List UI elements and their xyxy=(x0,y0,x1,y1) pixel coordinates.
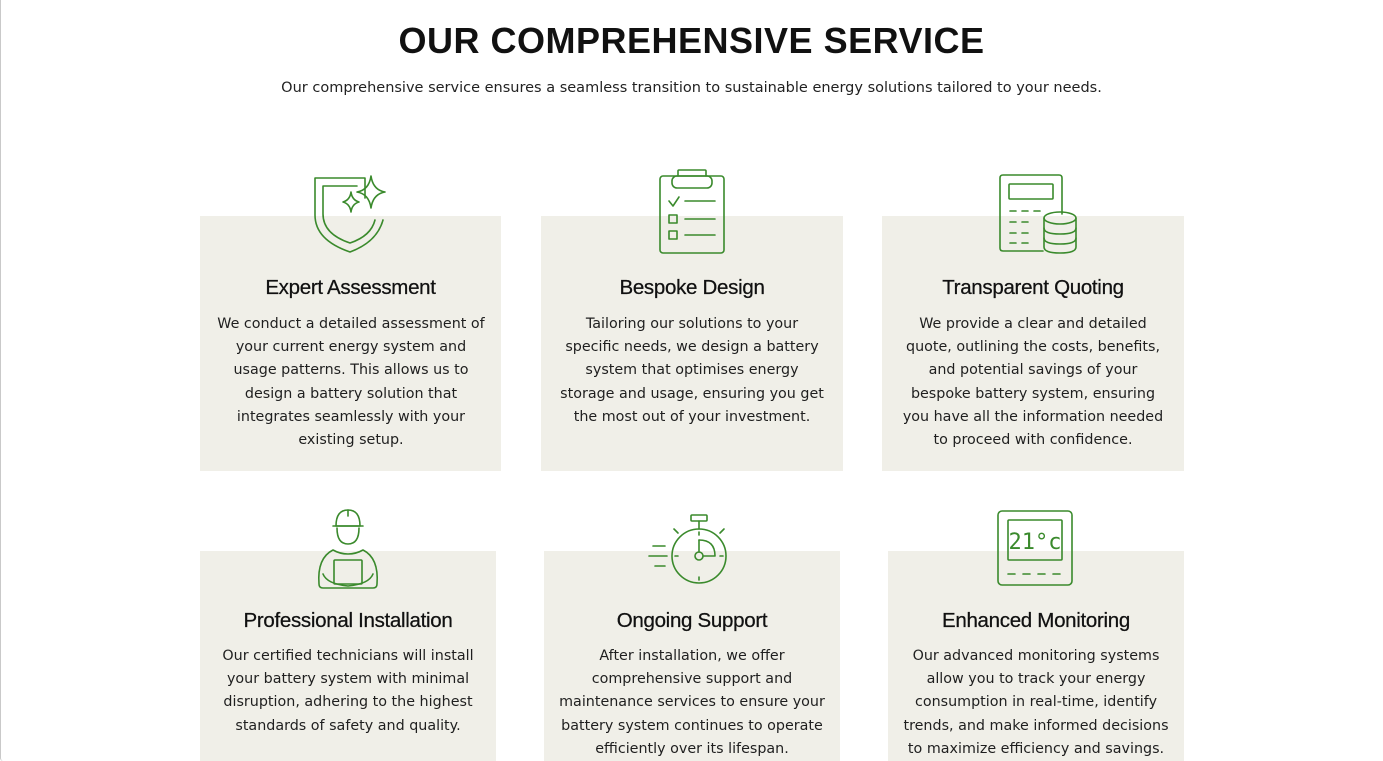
clipboard-checklist-icon xyxy=(647,170,737,256)
page-title: OUR COMPREHENSIVE SERVICE xyxy=(398,20,985,61)
calculator-coins-icon xyxy=(988,170,1078,256)
card-title: Professional Installation xyxy=(243,609,453,632)
technician-icon xyxy=(303,506,393,592)
card-description: We provide a clear and detailed quote, outlining the costs, benefits, and potential savings of your bespoke battery system, ensuring you have all the information needed to proceed with confidence. xyxy=(902,316,1164,449)
card-description: After installation, we offer comprehensive support and maintenance services to ensure your battery system continues to operate efficiently over its lifespan. xyxy=(559,648,825,757)
card-title: Transparent Quoting xyxy=(942,276,1124,299)
card-title: Bespoke Design xyxy=(619,276,765,299)
thermostat-reading: 21°c xyxy=(1008,530,1062,555)
window-edge xyxy=(0,0,3,761)
thermostat-icon xyxy=(991,506,1081,592)
card-description: We conduct a detailed assessment of your current energy system and usage patterns. This allows us to design a battery solution that integrates seamlessly with your existing setup. xyxy=(217,316,485,449)
card-title: Ongoing Support xyxy=(616,609,768,632)
card-description: Our advanced monitoring systems allow you to track your energy consumption in real-time, identify trends, and make informed decisions to maximize efficiency and savings. xyxy=(903,648,1169,757)
stopwatch-icon xyxy=(647,510,737,596)
card-description: Our certified technicians will install your battery system with minimal disruption, adhering to the highest standards of safety and quality. xyxy=(222,648,474,734)
card-title: Expert Assessment xyxy=(265,276,436,299)
card-description: Tailoring our solutions to your specific needs, we design a battery system that optimises energy storage and usage, ensuring you get the most out of your investment. xyxy=(560,316,824,425)
shield-sparkle-icon xyxy=(305,170,395,256)
card-title: Enhanced Monitoring xyxy=(941,609,1131,632)
page-subtitle: Our comprehensive service ensures a seamless transition to sustainable energy solutions tailored to your needs. xyxy=(281,80,1102,96)
